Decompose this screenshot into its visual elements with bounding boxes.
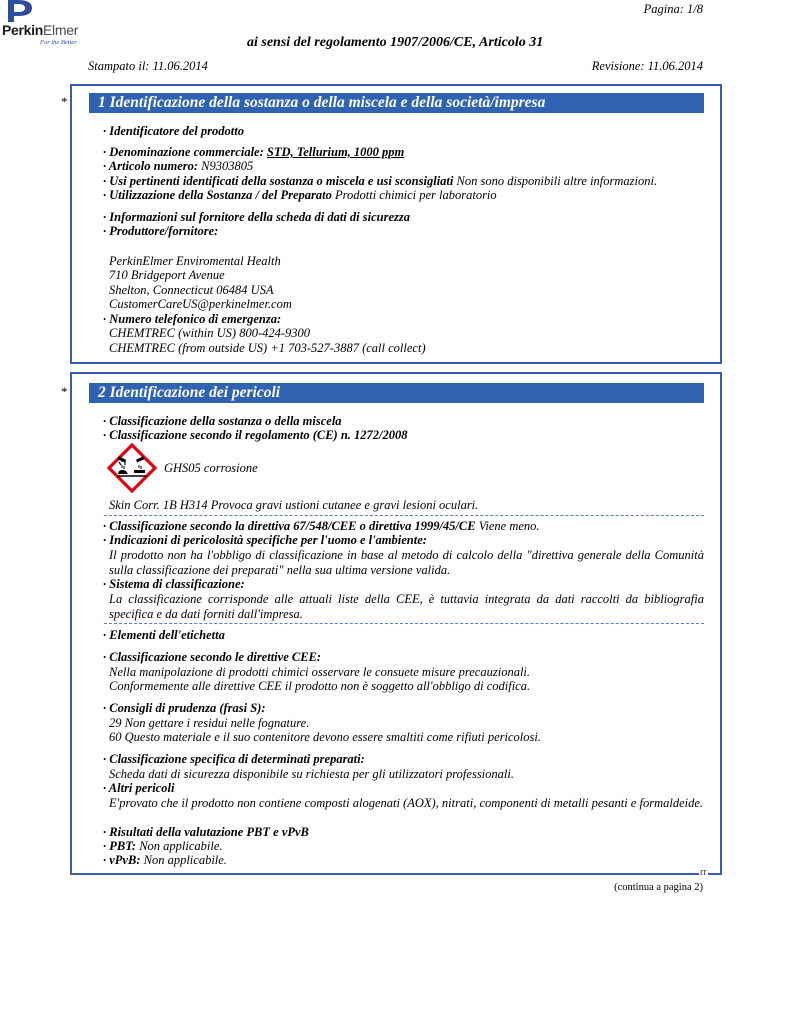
section2-changed-marker: *	[61, 384, 68, 399]
ghs05-corrosion-icon	[107, 443, 157, 493]
section2-title: 2 Identificazione dei pericoli	[89, 383, 704, 403]
emergency-line: CHEMTREC (from outside US) +1 703-527-3887 (call collect)	[109, 341, 426, 355]
cee-classification-heading: · Classificazione secondo le direttive CEE:	[103, 650, 322, 664]
email-link[interactable]: CustomerCareUS@perkinelmer.com	[109, 297, 292, 311]
prudence-line: 29 Non gettare i residui nelle fognature.	[109, 716, 310, 730]
producer-heading: · Produttore/fornitore:	[103, 224, 219, 238]
section-divider	[104, 623, 704, 624]
section-divider	[104, 515, 704, 516]
cee-line: Conformemente alle direttive CEE il prodotto non è soggetto all'obbligo di codifica.	[109, 679, 531, 693]
article-number-row: · Articolo numero: N9303805	[103, 159, 254, 173]
pbt-results-heading: · Risultati della valutazione PBT e vPvB	[103, 825, 309, 839]
emergency-phone-heading: · Numero telefonico di emergenza:	[103, 312, 282, 326]
page-number: Pagina: 1/8	[643, 2, 703, 16]
classification-system-heading: · Sistema di classificazione:	[103, 577, 245, 591]
perkinelmer-logo-mark-icon	[6, 0, 36, 22]
specific-hazards-heading: · Indicazioni di pericolosità specifiche per l'uomo e l'ambiente:	[103, 533, 427, 547]
prudence-heading: · Consigli di prudenza (frasi S):	[103, 701, 266, 715]
uses-row: · Usi pertinenti identificati della sostanza o miscela e usi sconsigliati Non sono disponibili altre informazioni.	[103, 174, 658, 188]
prudence-line: 60 Questo materiale e il suo contenitore devono essere smaltiti come rifiuti pericolosi.	[109, 730, 541, 744]
logo-tagline: For the Better	[40, 39, 77, 46]
continuation-note: (continua a pagina 2)	[614, 882, 703, 893]
supplier-info-heading: · Informazioni sul fornitore della scheda di dati di sicurezza	[103, 210, 410, 224]
logo-wordmark: PerkinElmer	[2, 22, 79, 38]
specific-preparations-heading: · Classificazione specifica di determinati preparati:	[103, 752, 365, 766]
classification-heading: · Classificazione della sostanza o della miscela	[103, 414, 342, 428]
cee-line: Nella manipolazione di prodotti chimici osservare le consuete misure precauzionali.	[109, 665, 531, 679]
utilization-row: · Utilizzazione della Sostanza / del Preparato Prodotti chimici per laboratorio	[103, 188, 497, 202]
product-identifier-heading: · Identificatore del prodotto	[103, 124, 244, 138]
section1-title: 1 Identificazione della sostanza o della miscela e della società/impresa	[89, 93, 704, 113]
vpvb-row: · vPvB: Non applicabile.	[103, 853, 227, 867]
ghs05-label: GHS05 corrosione	[164, 461, 258, 475]
label-elements-heading: · Elementi dell'etichetta	[103, 628, 225, 642]
classification-system-text: La classificazione corrisponde alle attuali liste della CEE, è tuttavia integrata da dati raccolti da bibliografia specifica e da dati forniti dall'impresa.	[109, 592, 704, 621]
emergency-line: CHEMTREC (within US) 800-424-9300	[109, 326, 311, 340]
section1-changed-marker: *	[61, 94, 68, 109]
regulation-title: ai sensi del regolamento 1907/2006/CE, Articolo 31	[247, 35, 544, 50]
address-line: PerkinElmer Enviromental Health	[109, 254, 281, 268]
revision-date: Revisione: 11.06.2014	[591, 59, 703, 73]
specific-hazards-text: Il prodotto non ha l'obbligo di classificazione in base al metodo di calcolo della "direttiva generale della Comunità sulla classificazione dei preparati" nella sua ultima versione valida.	[109, 548, 704, 577]
address-line: 710 Bridgeport Avenue	[109, 268, 225, 282]
pbt-row: · PBT: Non applicabile.	[103, 839, 223, 853]
skin-corr-statement: Skin Corr. 1B H314 Provoca gravi ustioni cutanee e gravi lesioni oculari.	[109, 498, 479, 512]
address-line: Shelton, Connecticut 06484 USA	[109, 283, 274, 297]
classification-clp-heading: · Classificazione secondo il regolamento (CE) n. 1272/2008	[103, 428, 408, 442]
other-hazards-heading: · Altri pericoli	[103, 781, 175, 795]
directive-classification-row: · Classificazione secondo la direttiva 67/548/CEE o direttiva 1999/45/CE Viene meno.	[103, 519, 540, 533]
specific-preparations-text: Scheda dati di sicurezza disponibile su richiesta per gli utilizzatori professionali.	[109, 767, 514, 781]
printed-date: Stampato il: 11.06.2014	[88, 59, 208, 73]
perkinelmer-logo	[2, 0, 96, 50]
other-hazards-text: E'provato che il prodotto non contiene composti alogenati (AOX), nitrati, componenti di metalli pesanti e formaldeide.	[109, 796, 704, 810]
language-code: IT	[700, 869, 707, 877]
trade-name-row: · Denominazione commerciale: STD, Tellurium, 1000 ppm	[103, 145, 405, 159]
